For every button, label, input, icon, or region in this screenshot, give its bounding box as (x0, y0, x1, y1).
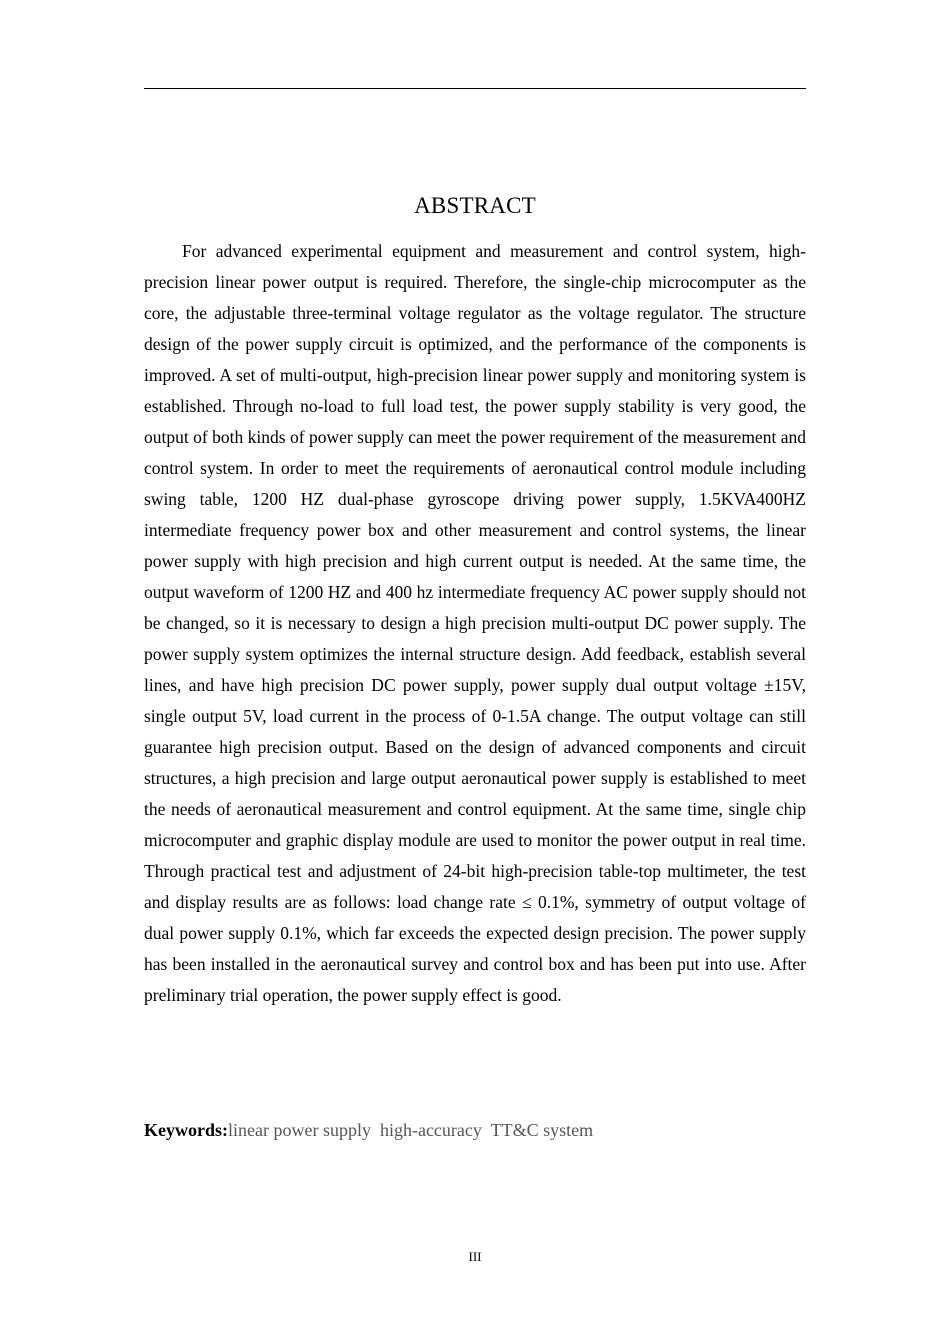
keywords-label: Keywords: (144, 1120, 228, 1140)
page-number: III (468, 1249, 482, 1264)
keywords-line (144, 1115, 806, 1145)
keywords-value: linear power supply high-accuracy TT&C system (228, 1120, 594, 1140)
abstract-body: For advanced experimental equipment and measurement and control system, high-precision linear power output is required. Therefore, the single-chip microcomputer as the core, the adjustable three-terminal voltage regulator as the voltage regulator. The structure design of the power supply circuit is optimized, and the performance of the components is improved. A set of multi-output, high-precision linear power supply and monitoring system is established. Through no-load to full load test, the power supply stability is very good, the output of both kinds of power supply can meet the power requirement of the measurement and control system. In order to meet the requirements of aeronautical control module including swing table, 1200 HZ dual-phase gyroscope driving power supply, 1.5KVA400HZ intermediate frequency power box and other measurement and control systems, the linear power supply with high precision and high current output is needed. At the same time, the output waveform of 1200 HZ and 400 hz intermediate frequency AC power supply should not be changed, so it is necessary to design a high precision multi-output DC power supply. The power supply system optimizes the internal structure design. Add feedback, establish several lines, and have high precision DC power supply, power supply dual output voltage ±15V, single output 5V, load current in the process of 0-1.5A change. The output voltage can still guarantee high precision output. Based on the design of advanced components and circuit structures, a high precision and large output aeronautical power supply is established to meet the needs of aeronautical measurement and control equipment. At the same time, single chip microcomputer and graphic display module are used to monitor the power output in real time. Through practical test and adjustment of 24-bit high-precision table-top multimeter, the test and display results are as follows: load change rate ≤ 0.1%, symmetry of output voltage of dual power supply 0.1%, which far exceeds the expected design precision. The power supply has been installed in the aeronautical survey and control box and has been put into use. After preliminary trial operation, the power supply effect is good. (144, 241, 806, 1005)
header-rule (144, 88, 806, 89)
abstract-title: ABSTRACT (414, 193, 536, 218)
